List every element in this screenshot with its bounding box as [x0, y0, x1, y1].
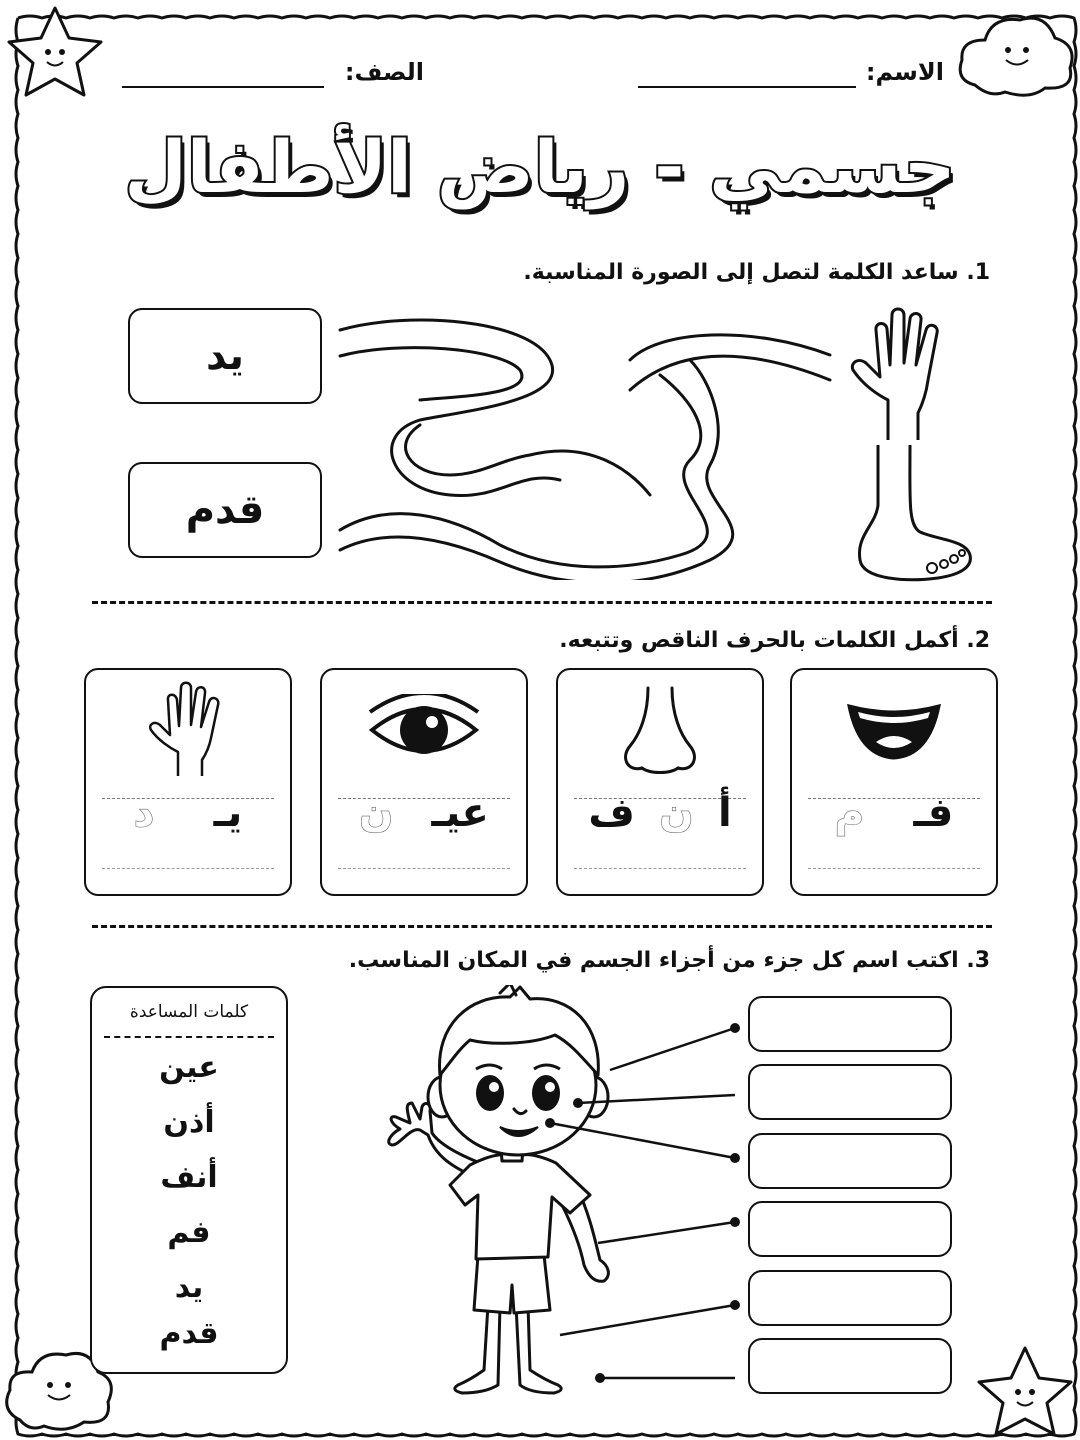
hand-icon: [848, 305, 958, 445]
section-divider-1: [92, 601, 992, 604]
answer-box-6[interactable]: [748, 1338, 952, 1394]
name-field[interactable]: [638, 86, 856, 88]
word-box-foot: قدم: [128, 462, 322, 558]
card-nose-missing[interactable]: ن: [659, 790, 694, 836]
card-nose: [556, 668, 764, 896]
name-label: الاسم:: [865, 58, 944, 86]
help-word: أنف: [160, 1160, 218, 1195]
answer-box-1[interactable]: [748, 996, 952, 1052]
answer-box-4[interactable]: [748, 1201, 952, 1257]
card-hand-known: يـ: [213, 790, 243, 836]
help-word: عين: [159, 1050, 219, 1085]
mouth-icon: [844, 698, 944, 762]
section1-instruction: 1. ساعد الكلمة لتصل إلى الصورة المناسبة.: [523, 260, 990, 285]
nose-icon: [620, 684, 700, 776]
card-nose-first: أ: [718, 790, 732, 836]
card-eye-missing[interactable]: ن: [359, 790, 394, 836]
answer-box-2[interactable]: [748, 1064, 952, 1120]
section-divider-2: [92, 925, 992, 928]
eye-icon: [366, 694, 482, 764]
card-mouth-known: فـ: [913, 790, 954, 836]
section2-instruction: 2. أكمل الكلمات بالحرف الناقص وتتبعه.: [559, 628, 990, 653]
section3-instruction: 3. اكتب اسم كل جزء من أجزاء الجسم في المكان المناسب.: [348, 948, 990, 973]
help-word: أذن: [163, 1105, 215, 1140]
foot-icon: [848, 440, 978, 585]
answer-box-3[interactable]: [748, 1133, 952, 1189]
star-decoration-top-left: [9, 8, 101, 95]
help-word: قدم: [159, 1316, 219, 1351]
star-decoration-bottom-right: [979, 1348, 1071, 1434]
help-words-box: [90, 986, 288, 1374]
maze[interactable]: [330, 300, 850, 580]
help-word: يد: [174, 1270, 204, 1305]
page-title: جسمي - رياض الأطفال: [124, 125, 956, 209]
help-words-title: كلمات المساعدة: [129, 1002, 249, 1022]
card-eye-known: عيـ: [431, 790, 489, 836]
word-box-hand: يد: [128, 308, 322, 404]
card-mouth-missing[interactable]: م: [834, 790, 865, 836]
answer-box-5[interactable]: [748, 1270, 952, 1326]
connector-lines: [520, 1000, 770, 1400]
class-label: الصف:: [344, 58, 424, 86]
card-nose-last: ف: [588, 790, 635, 836]
card-hand: [84, 668, 292, 896]
cloud-decoration-top-right: [960, 18, 1072, 95]
card-eye: [320, 668, 528, 896]
help-word: فم: [167, 1215, 211, 1250]
card-hand-missing[interactable]: د: [133, 790, 155, 836]
hand-icon: [146, 680, 232, 780]
card-mouth: [790, 668, 998, 896]
class-field[interactable]: [122, 86, 324, 88]
